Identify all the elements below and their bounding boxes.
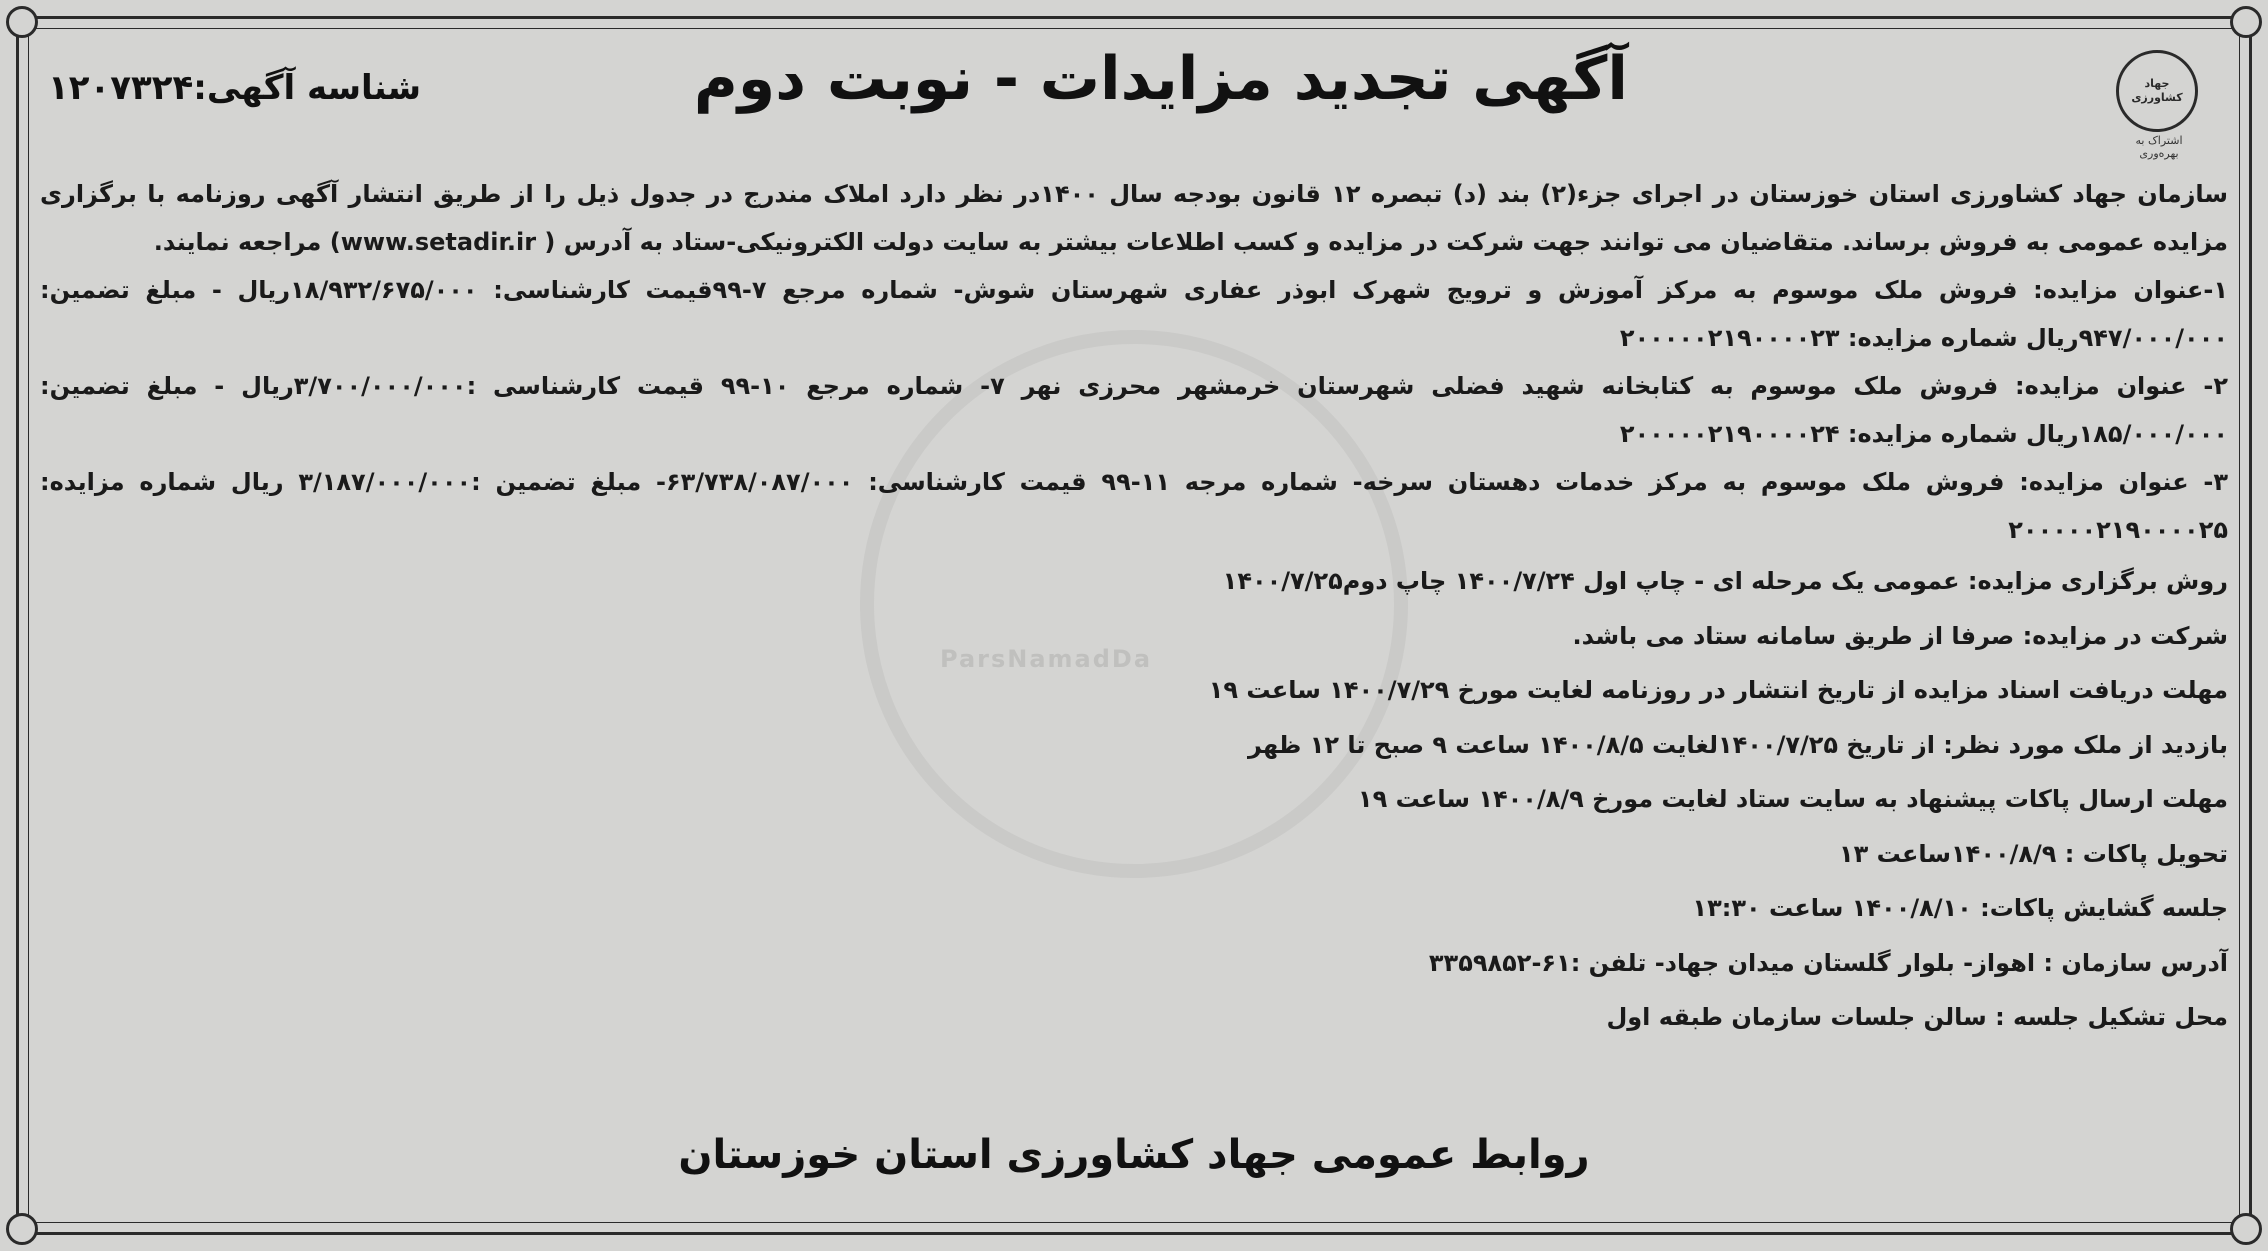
document-deadline: مهلت دریافت اسناد مزایده از تاریخ انتشار در روزنامه لغایت مورخ ۱۴۰۰/۷/۲۹ ساعت ۱۹: [1208, 676, 2228, 704]
intro-paragraph: سازمان جهاد کشاورزی استان خوزستان در اجرای جزء(۲) بند (د) تبصره ۱۲ قانون بودجه سال ۱۴۰۰در نظر دارد املاک مندرج در جدول ذیل را از طریق انتشار آگهی روزنامه با برگزاری مزایده عمومی به فروش برساند. متقاضیان می توانند جهت شرکت در مزایده و کسب اطلاعات بیشتر به سایت دولت الکترونیکی-ستاد به آدرس ( www.setadir.ir) مراجعه نمایند.: [40, 180, 2229, 256]
page-title: آگهی تجدید مزایدات - نوبت دوم: [693, 44, 1628, 114]
corner-ornament: [6, 6, 38, 38]
auction-item-3: ۳- عنوان مزایده: فروش ملک موسوم به مرکز خدمات دهستان سرخه- شماره مرجه ۱۱-۹۹ قیمت کارشناسی: ۶۳/۷۳۸/۰۸۷/۰۰۰- مبلغ تضمین :۳/۱۸۷/۰۰۰/۰۰۰ ریال شماره مزایده: ۲۰۰۰۰۰۲۱۹۰۰۰۰۲۵: [40, 468, 2229, 544]
auction-item-1: ۱-عنوان مزایده: فروش ملک موسوم به مرکز آموزش و ترویج شهرک ابوذر عفاری شهرستان شوش- شماره مرجع ۷-۹۹قیمت کارشناسی: ۱۸/۹۳۲/۶۷۵/۰۰۰ریال - مبلغ تضمین: ۹۴۷/۰۰۰/۰۰۰ریال شماره مزایده: ۲۰۰۰۰۰۲۱۹۰۰۰۰۲۳: [40, 276, 2229, 352]
organization-address: آدرس سازمان : اهواز- بلوار گلستان میدان جهاد- تلفن :۶۱-۳۳۵۹۸۵۲: [1428, 948, 2228, 977]
logo-caption: اشتراک به بهره‌وری: [2135, 134, 2183, 160]
notice-header: [30, 40, 2238, 170]
site-visit: بازدید از ملک مورد نظر: از تاریخ ۱۴۰۰/۷/۲۵لغایت ۱۴۰۰/۸/۵ ساعت ۹ صبح تا ۱۲ ظهر: [1248, 730, 2228, 759]
logo-text: جهاد کشاورزی: [2131, 77, 2183, 104]
corner-ornament: [2230, 1213, 2262, 1245]
submission-deadline: مهلت ارسال پاکات پیشنهاد به سایت ستاد لغایت مورخ ۱۴۰۰/۸/۹ ساعت ۱۹: [1357, 785, 2228, 813]
participation-note: شرکت در مزایده: صرفا از طریق سامانه ستاد می باشد.: [1572, 621, 2228, 650]
notice-document: [30, 40, 2238, 1045]
corner-ornament: [6, 1213, 38, 1245]
footer-signature: روابط عمومی جهاد کشاورزی استان خوزستان: [678, 1132, 1590, 1178]
auction-item-2: ۲- عنوان مزایده: فروش ملک موسوم به کتابخانه شهید فضلی شهرستان خرمشهر محرزی نهر ۷- شماره مرجع ۱۰-۹۹ قیمت کارشناسی :۳/۷۰۰/۰۰۰/۰۰۰ریال - مبلغ تضمین: ۱۸۵/۰۰۰/۰۰۰ریال شماره مزایده: ۲۰۰۰۰۰۲۱۹۰۰۰۰۲۴: [40, 372, 2228, 448]
notice-body: [30, 170, 2238, 1045]
corner-ornament: [2230, 6, 2262, 38]
session-location: محل تشکیل جلسه : سالن جلسات سازمان طبقه اول: [1606, 1003, 2228, 1031]
notice-id: شناسه آگهی:۱۲۰۷۳۲۴: [48, 68, 422, 108]
organization-logo: [2116, 50, 2198, 132]
auction-method: روش برگزاری مزایده: عمومی یک مرحله ای - چاپ اول ۱۴۰۰/۷/۲۴ چاپ دوم۱۴۰۰/۷/۲۵: [1222, 567, 2228, 595]
envelope-delivery: تحویل پاکات : ۱۴۰۰/۸/۹ساعت ۱۳: [1838, 839, 2228, 868]
opening-session: جلسه گشایش پاکات: ۱۴۰۰/۸/۱۰ ساعت ۱۳:۳۰: [1692, 894, 2228, 922]
watermark-text: ParsNamadDa: [940, 645, 1153, 673]
